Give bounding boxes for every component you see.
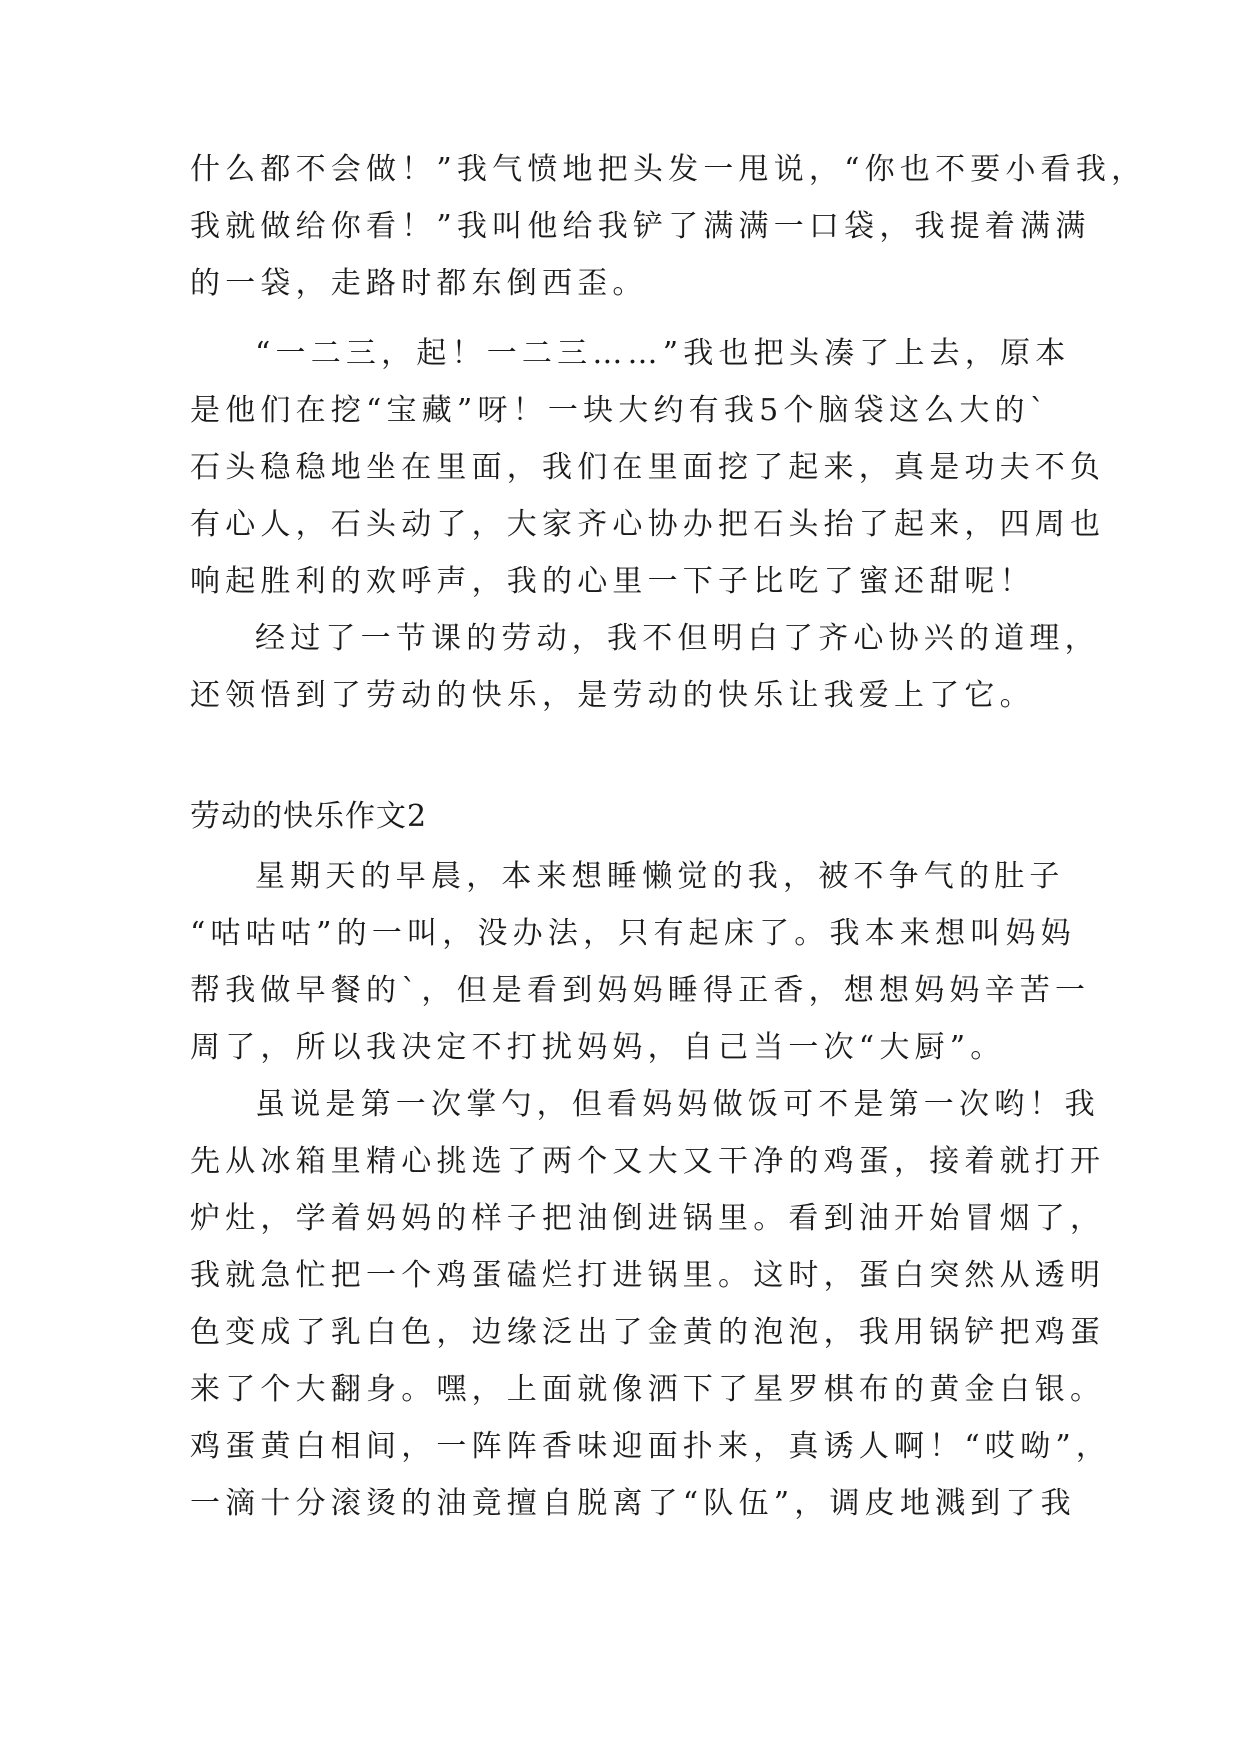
paragraph-line: 有心人，石头动了，大家齐心协办把石头抬了起来，四周也 — [190, 507, 1106, 542]
paragraph-line: 经过了一节课的劳动，我不但明白了齐心协兴的道理， — [255, 621, 1100, 656]
paragraph-line: 来了个大翻身。嘿，上面就像洒下了星罗棋布的黄金白银。 — [190, 1372, 1106, 1407]
paragraph-line: 响起胜利的欢呼声，我的心里一下子比吃了蜜还甜呢！ — [190, 564, 1035, 599]
paragraph-line: 周了，所以我决定不打扰妈妈，自己当一次“大厨”。 — [190, 1030, 1006, 1065]
paragraph-line: 一滴十分滚烫的油竟擅自脱离了“队伍”，调皮地溅到了我 — [190, 1486, 1076, 1521]
section-heading: 劳动的快乐作文2 — [190, 799, 428, 834]
paragraph-line: 什么都不会做！”我气愤地把头发一甩说，“你也不要小看我， — [190, 152, 1147, 187]
paragraph-line: 色变成了乳白色，边缘泛出了金黄的泡泡，我用锅铲把鸡蛋 — [190, 1315, 1106, 1350]
paragraph-line: 虽说是第一次掌勺，但看妈妈做饭可不是第一次哟！我 — [255, 1087, 1100, 1122]
paragraph-line: 鸡蛋黄白相间，一阵阵香味迎面扑来，真诱人啊！“哎呦”， — [190, 1429, 1112, 1464]
paragraph-line: 还领悟到了劳动的快乐，是劳动的快乐让我爱上了它。 — [190, 678, 1035, 713]
paragraph-line: 帮我做早餐的`，但是看到妈妈睡得正香，想想妈妈辛苦一 — [190, 973, 1091, 1008]
paragraph-line: 我就急忙把一个鸡蛋磕烂打进锅里。这时，蛋白突然从透明 — [190, 1258, 1106, 1293]
paragraph-line: 先从冰箱里精心挑选了两个又大又干净的鸡蛋，接着就打开 — [190, 1144, 1106, 1179]
paragraph-line: 的一袋，走路时都东倒西歪。 — [190, 266, 648, 301]
paragraph-line: 我就做给你看！”我叫他给我铲了满满一口袋，我提着满满 — [190, 209, 1091, 244]
paragraph-line: “一二三，起！一二三……”我也把头凑了上去，原本 — [255, 336, 1071, 371]
paragraph-line: 星期天的早晨，本来想睡懒觉的我，被不争气的肚子 — [255, 859, 1065, 894]
paragraph-line: “咕咕咕”的一叫，没办法，只有起床了。我本来想叫妈妈 — [190, 916, 1076, 951]
paragraph-line: 炉灶，学着妈妈的样子把油倒进锅里。看到油开始冒烟了， — [190, 1201, 1106, 1236]
paragraph-line: 石头稳稳地坐在里面，我们在里面挖了起来，真是功夫不负 — [190, 450, 1106, 485]
paragraph-line: 是他们在挖“宝藏”呀！一块大约有我5个脑袋这么大的` — [190, 393, 1050, 428]
